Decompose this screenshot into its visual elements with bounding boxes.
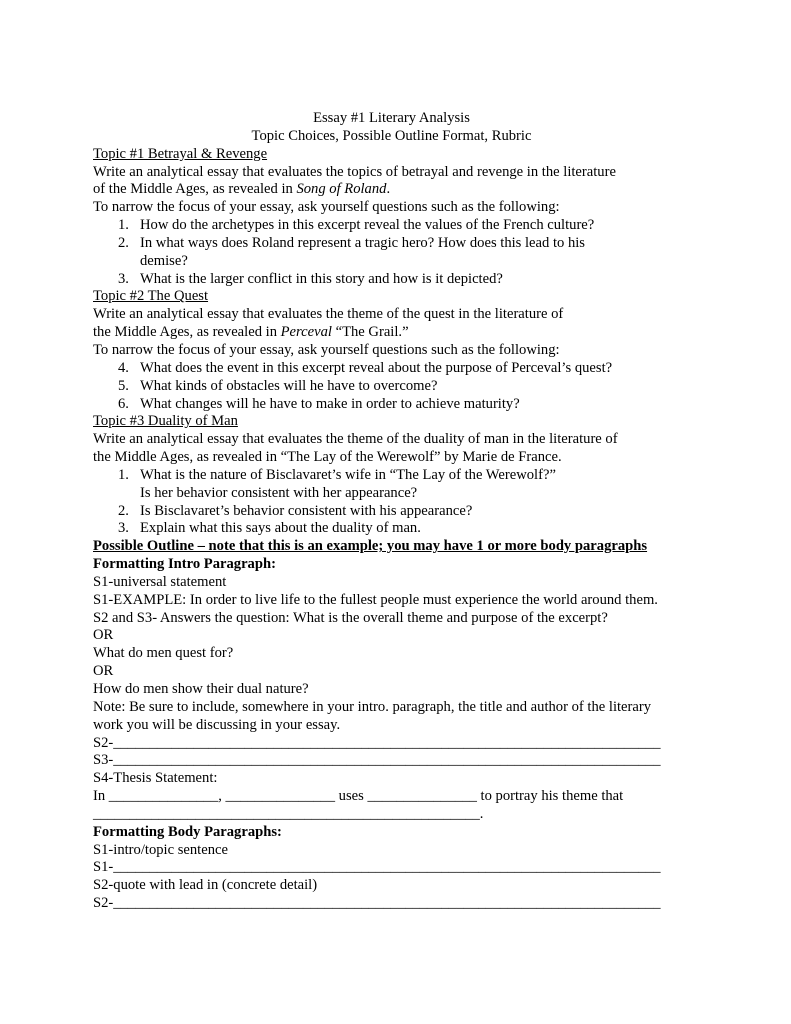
- list-number: 1.: [118, 217, 129, 234]
- list-item: [93, 235, 713, 253]
- thesis-label: S4-Thesis Statement:: [93, 770, 218, 787]
- list-item-continuation: demise?: [140, 252, 188, 269]
- thesis-template: In _______________, _______________ uses _______________ to portray his theme that: [93, 788, 624, 805]
- list-item: [93, 378, 713, 396]
- list-item: [93, 396, 713, 414]
- topic-2-heading: Topic #2 The Quest: [93, 288, 209, 305]
- document-subtitle: Topic Choices, Possible Outline Format, Rubric: [251, 127, 532, 144]
- list-number: 3.: [118, 520, 129, 537]
- text-run: “The Grail.”: [331, 324, 409, 341]
- list-number: 4.: [118, 359, 129, 376]
- topic-2-description: Write an analytical essay that evaluates the theme of the quest in the literature of: [93, 306, 564, 323]
- topic-2-narrow-prompt: To narrow the focus of your essay, ask yourself questions such as the following:: [93, 341, 560, 358]
- outline-line: S2 and S3- Answers the question: What is the overall theme and purpose of the excerpt?: [93, 609, 608, 626]
- outline-line: S1-universal statement: [93, 573, 227, 590]
- list-item: [93, 271, 713, 289]
- document-body: [93, 110, 713, 913]
- outline-line: OR: [93, 663, 114, 680]
- outline-heading: Possible Outline – note that this is an example; you may have 1 or more body paragraphs: [93, 538, 648, 555]
- text-run: the Middle Ages, as revealed in: [93, 324, 281, 341]
- list-item-continuation: Is her behavior consistent with her appearance?: [140, 484, 418, 501]
- list-text: Explain what this says about the duality of man.: [140, 520, 421, 537]
- fill-in-blank: S1-___________________________________________________________________________: [93, 859, 661, 876]
- fill-in-blank: S2-___________________________________________________________________________: [93, 734, 661, 751]
- document-title: Essay #1 Literary Analysis: [313, 110, 470, 126]
- work-title: Perceval: [280, 324, 332, 341]
- list-text: Is Bisclavaret’s behavior consistent with his appearance?: [140, 502, 473, 519]
- intro-paragraph-heading: Formatting Intro Paragraph:: [93, 556, 276, 573]
- list-number: 1.: [118, 466, 129, 483]
- list-text: In what ways does Roland represent a tragic hero? How does this lead to his: [140, 234, 585, 251]
- topic-3-description-cont: the Middle Ages, as revealed in “The Lay of the Werewolf” by Marie de France.: [93, 449, 562, 466]
- list-item: [93, 217, 713, 235]
- outline-line: OR: [93, 627, 114, 644]
- text-run: of the Middle Ages, as revealed in: [93, 181, 297, 198]
- topic-1-heading: Topic #1 Betrayal & Revenge: [93, 145, 268, 162]
- note-line: Note: Be sure to include, somewhere in your intro. paragraph, the title and author of the literary: [93, 698, 652, 715]
- note-line: work you will be discussing in your essay.: [93, 716, 341, 733]
- topic-1-description-cont: [93, 181, 713, 199]
- list-item: [93, 520, 713, 538]
- list-item: [93, 503, 713, 521]
- fill-in-blank: S2-___________________________________________________________________________: [93, 895, 661, 912]
- thesis-template-cont: _____________________________________________________.: [93, 805, 484, 822]
- list-item: [93, 467, 713, 485]
- list-text: What changes will he have to make in order to achieve maturity?: [140, 395, 520, 412]
- list-item: [93, 360, 713, 378]
- fill-in-blank: S3-___________________________________________________________________________: [93, 752, 661, 769]
- list-text: What kinds of obstacles will he have to overcome?: [140, 377, 438, 394]
- outline-line: S2-quote with lead in (concrete detail): [93, 877, 318, 894]
- topic-3-description: Write an analytical essay that evaluates the theme of the duality of man in the literature of: [93, 431, 618, 448]
- list-text: How do the archetypes in this excerpt reveal the values of the French culture?: [140, 217, 595, 234]
- outline-line: What do men quest for?: [93, 645, 234, 662]
- list-number: 3.: [118, 270, 129, 287]
- outline-line: How do men show their dual nature?: [93, 681, 309, 697]
- work-title: Song of Roland: [296, 181, 387, 198]
- text-run: .: [386, 181, 391, 198]
- list-number: 5.: [118, 377, 129, 394]
- topic-3-heading: Topic #3 Duality of Man: [93, 413, 238, 430]
- outline-line: S1-EXAMPLE: In order to live life to the fullest people must experience the world around them.: [93, 591, 658, 608]
- body-paragraph-heading: Formatting Body Paragraphs:: [93, 823, 282, 840]
- outline-line: S1-intro/topic sentence: [93, 841, 228, 858]
- list-text: What is the nature of Bisclavaret’s wife in “The Lay of the Werewolf?”: [140, 466, 556, 483]
- list-text: What is the larger conflict in this story and how is it depicted?: [140, 270, 503, 287]
- list-text: What does the event in this excerpt reveal about the purpose of Perceval’s quest?: [140, 359, 613, 376]
- list-number: 6.: [118, 395, 129, 412]
- topic-1-narrow-prompt: To narrow the focus of your essay, ask yourself questions such as the following:: [93, 199, 560, 216]
- topic-1-description: Write an analytical essay that evaluates the topics of betrayal and revenge in the literature: [93, 163, 616, 180]
- list-number: 2.: [118, 234, 129, 251]
- list-number: 2.: [118, 502, 129, 519]
- topic-2-description-cont: [93, 324, 713, 342]
